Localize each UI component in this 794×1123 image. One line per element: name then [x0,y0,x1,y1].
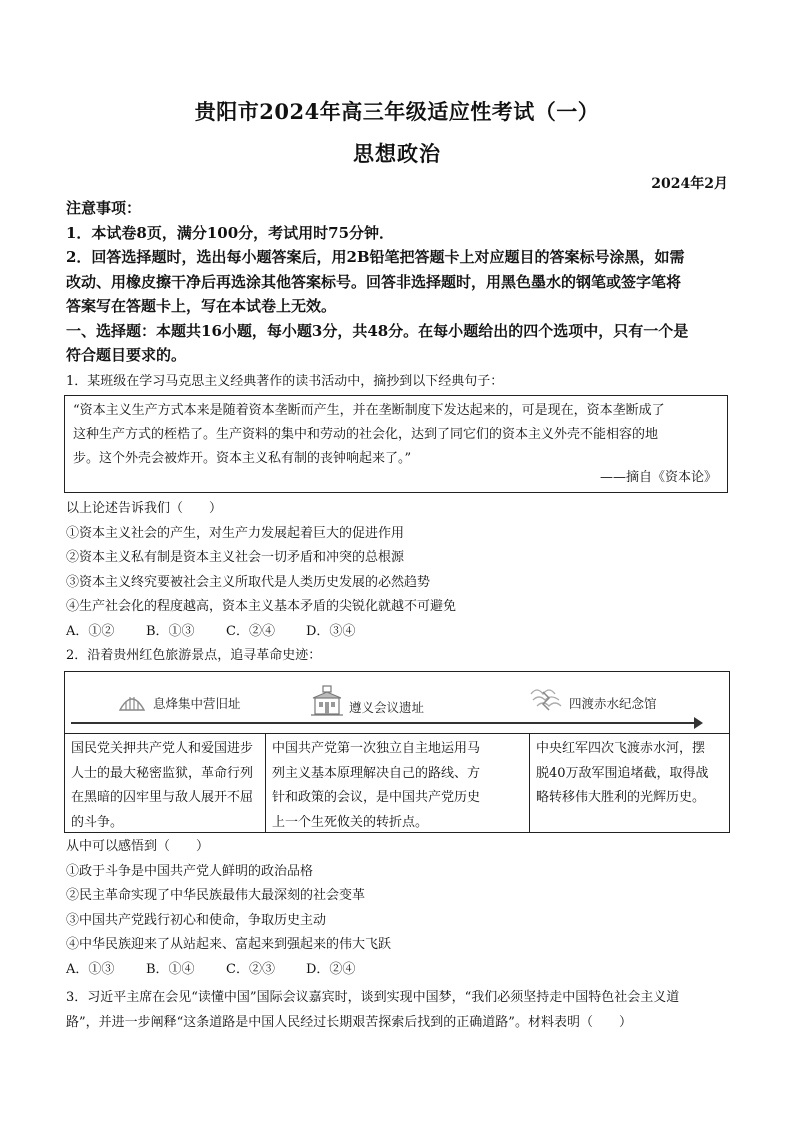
option-a[interactable]: A．①③ [66,961,115,977]
notice-heading: 注意事项： [66,199,142,217]
timeline-arrow-icon [694,717,703,729]
site-label: 息烽集中营旧址 [153,696,241,711]
quote-line: 这种生产方式的桎梏了。生产资料的集中和劳动的社会化，达到了同它们的资本主义外壳不能相容的地 [73,427,659,442]
description-cell [65,734,265,832]
notice-item: 2．回答选择题时，选出每小题答案后，用2B铅笔把答题卡上对应题目的答案标号涂黑，如需 [66,248,685,266]
answer-options [66,620,730,645]
description-line: 中央红军四次飞渡赤水河，摆 [536,741,706,756]
description-line: 在黑暗的囚牢里与敌人展开不屈 [71,790,254,805]
section-heading: 一、选择题：本题共16小题，每小题3分，共48分。在每小题给出的四个选项中，只有一个是 [66,321,689,340]
site-descriptions-table [64,733,730,833]
description-line: 针和政策的会议，是中国共产党历史 [272,790,481,805]
river-icon [529,684,563,714]
option-d[interactable]: D．②④ [306,961,356,977]
description-cell [265,734,529,832]
building-icon [311,684,343,718]
exam-title: 贵阳市2024年高三年级适应性考试（一） [194,99,600,124]
option-b[interactable]: B．①③ [146,623,195,639]
option-c[interactable]: C．②④ [226,623,275,639]
statement: ③资本主义终究要被社会主义所取代是人类历史发展的必然趋势 [66,574,431,590]
site-label: 四渡赤水纪念馆 [569,696,657,711]
statement: ①政于斗争是中国共产党人鲜明的政治品格 [66,863,314,879]
description-line: 略转移伟大胜利的光辉历史。 [536,790,706,805]
section-heading-cont: 符合题目要求的。 [66,346,187,364]
quote-line: 步。这个外壳会被炸开。资本主义私有制的丧钟响起来了。” [73,451,412,466]
quote-line: “资本主义生产方式本来是随着资本垄断而产生，并在垄断制度下发达起来的，可是现在，资本垄断成了 [73,403,665,418]
exam-date: 2024年2月 [651,176,728,192]
question-1-text: 1．某班级在学习马克思主义经典著作的读书活动中，摘抄到以下经典句子： [66,374,504,389]
option-d[interactable]: D．③④ [306,623,356,639]
description-line: 脱40万敌军围追堵截，取得战 [536,765,709,781]
site-label: 遵义会议遗址 [349,700,425,715]
site-zunyi [311,684,424,718]
question-prompt: 从中可以感悟到（ ） [66,839,210,854]
option-b[interactable]: B．①④ [146,961,195,977]
red-tourism-timeline [64,671,730,733]
statement: ③中国共产党践行初心和使命，争取历史主动 [66,912,327,928]
question-3-text: 路”，并进一步阐释“这条道路是中国人民经过长期艰苦探索后找到的正确道路”。材料表明（ ） [66,1014,632,1030]
question-prompt: 以上论述告诉我们（ ） [66,501,223,516]
statement: ①资本主义社会的产生，对生产力发展起着巨大的促进作用 [66,525,405,541]
description-line: 国民党关押共产党人和爱国进步 [71,741,254,756]
question-3-text: 3．习近平主席在会见“读懂中国”国际会议嘉宾时，谈到实现中国梦，“我们必须坚持走中国特色社会主义道 [66,990,680,1005]
subject-title: 思想政治 [353,141,441,166]
description-line: 上一个生死攸关的转折点。 [272,814,429,830]
site-xifeng [117,684,241,714]
description-line: 人士的最大秘密监狱，革命行列 [71,765,254,781]
notice-item: 答案写在答题卡上，写在本试卷上无效。 [66,297,337,315]
option-a[interactable]: A．①② [66,623,115,639]
statement: ②资本主义私有制是资本主义社会一切矛盾和冲突的总根源 [66,550,405,565]
question-2-text: 2．沿着贵州红色旅游景点，追寻革命史迹： [66,648,322,663]
option-c[interactable]: C．②③ [226,961,275,977]
description-line: 列主义基本原理解决自己的路线、方 [272,765,481,781]
timeline-line [71,722,697,724]
description-line: 的斗争。 [71,814,124,830]
site-chishui [529,684,657,714]
statement: ④生产社会化的程度越高，资本主义基本矛盾的尖锐化就越不可避免 [66,599,457,614]
quote-box [64,395,728,493]
prison-icon [117,684,147,714]
statement: ②民主革命实现了中华民族最伟大最深刻的社会变革 [66,888,366,903]
statement: ④中华民族迎来了从站起来、富起来到强起来的伟大飞跃 [66,937,392,952]
notice-item: 1．本试卷8页，满分100分，考试用时75分钟． [66,223,395,242]
notice-item: 改动、用橡皮擦干净后再选涂其他答案标号。回答非选择题时，用黑色墨水的钢笔或签字笔将 [66,272,682,291]
notice-section [66,196,730,368]
question-1-body [66,497,730,669]
description-line: 中国共产党第一次独立自主地运用马 [272,741,481,756]
answer-options [66,958,730,983]
quote-source: ——摘自《资本论》 [599,470,717,485]
question-1-stem [66,370,730,395]
question-2-body [66,835,730,982]
description-cell [529,734,729,832]
question-3 [66,986,730,1035]
